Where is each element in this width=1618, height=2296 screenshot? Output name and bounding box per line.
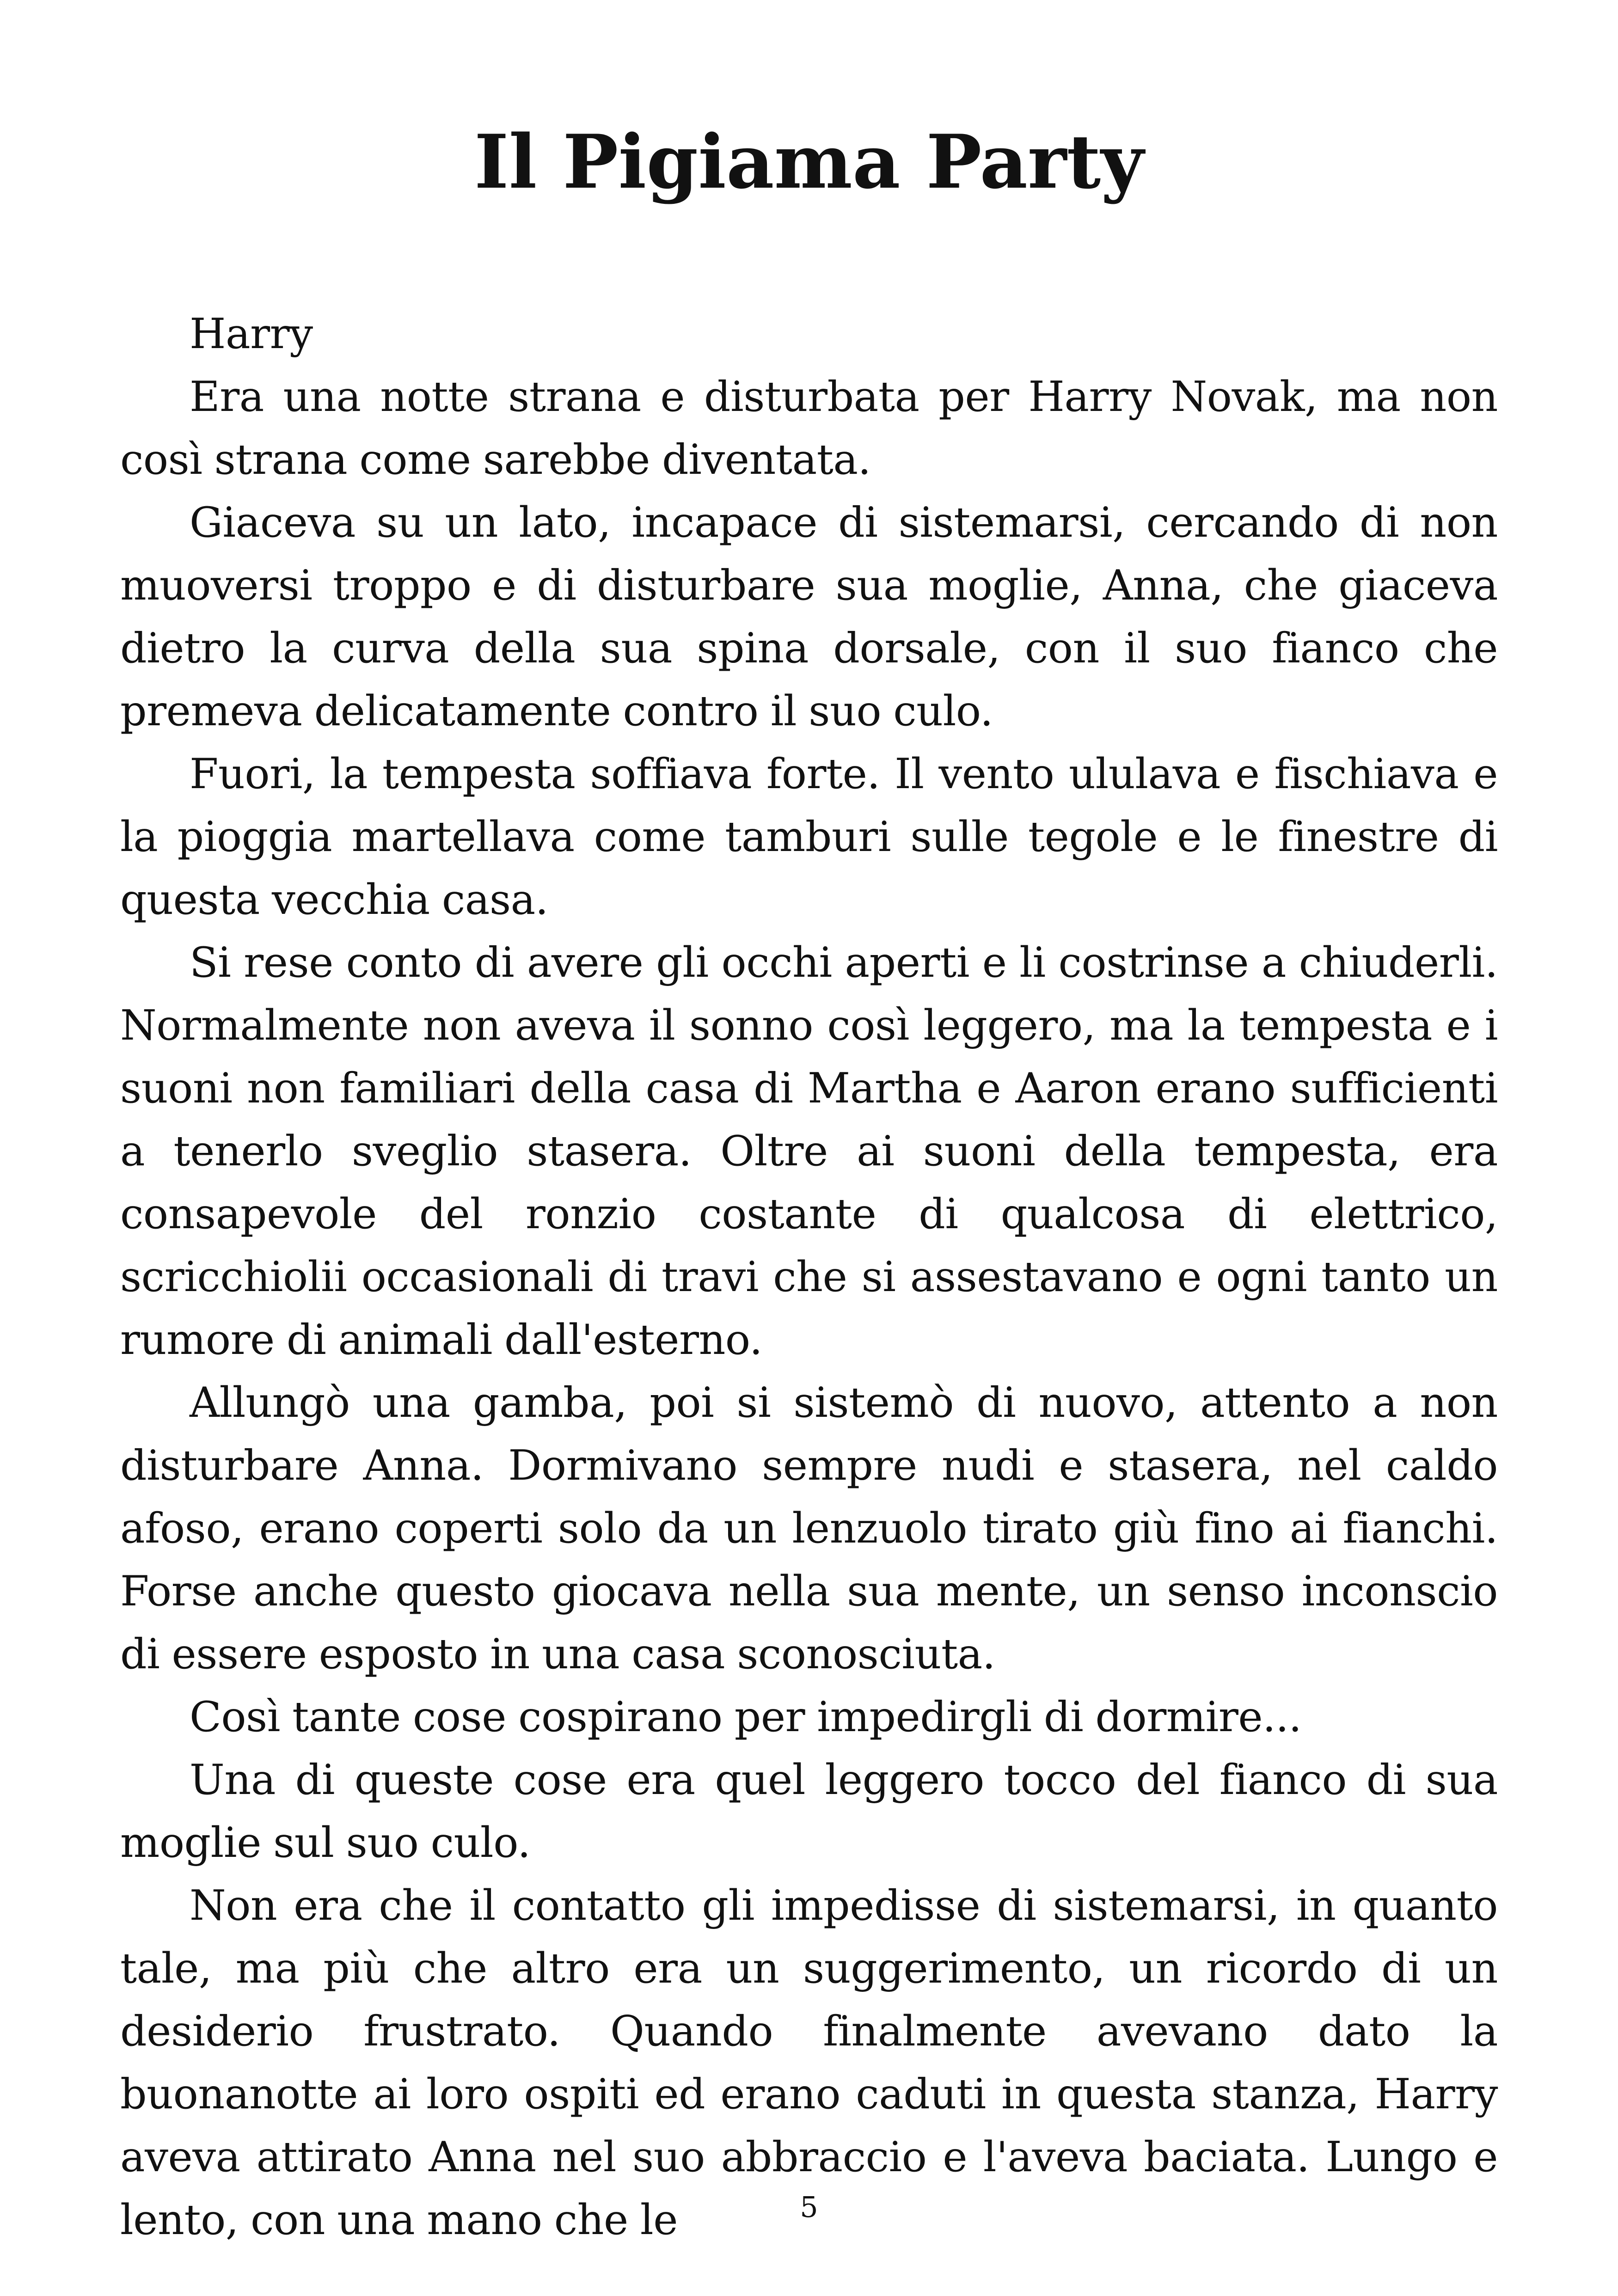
chapter-body (120, 303, 1498, 2252)
paragraph: Harry (190, 310, 313, 358)
paragraph: Fuori, la tempesta soffiava forte. Il vento ululava e fischiava e la pioggia martellava come tamburi sulle tegole e le finestre di questa vecchia casa. (120, 750, 1498, 924)
paragraph: Allungò una gamba, poi si sistemò di nuovo, attento a non disturbare Anna. Dormivano sempre nudi e stasera, nel caldo afoso, erano coperti solo da un lenzuolo tirato giù fino ai fianchi. Forse anche questo giocava nella sua mente, un senso inconscio di essere esposto in una casa sconosciuta. (120, 1378, 1498, 1678)
paragraph: Era una notte strana e disturbata per Harry Novak, ma non così strana come sarebbe diventata. (120, 373, 1498, 484)
paragraph: Non era che il contatto gli impedisse di sistemarsi, in quanto tale, ma più che altro era un suggerimento, un ricordo di un desiderio frustrato. Quando finalmente avevano dato la buonanotte ai loro ospiti ed erano caduti in questa stanza, Harry aveva attirato Anna nel suo abbraccio e l'aveva baciata. Lungo e lento, con una mano che le (120, 1881, 1498, 2244)
paragraph: Si rese conto di avere gli occhi aperti e li costrinse a chiuderli. Normalmente non aveva il sonno così leggero, ma la tempesta e i suoni non familiari della casa di Martha e Aaron erano sufficienti a tenerlo sveglio stasera. Oltre ai suoni della tempesta, era consapevole del ronzio costante di qualcosa di elettrico, scricchiolii occasionali di travi che si assestavano e ogni tanto un rumore di animali dall'esterno. (120, 938, 1498, 1364)
paragraph: Una di queste cose era quel leggero tocco del fianco di sua moglie sul suo culo. (120, 1756, 1498, 1867)
chapter-title: Il Pigiama Party (474, 118, 1144, 205)
paragraph: Così tante cose cospirano per impedirgli di dormire... (190, 1693, 1302, 1741)
page-number: 5 (800, 2190, 818, 2224)
paragraph: Giaceva su un lato, incapace di sistemarsi, cercando di non muoversi troppo e di disturbare sua moglie, Anna, che giaceva dietro la curva della sua spina dorsale, con il suo fianco che premeva delicatamente contro il suo culo. (120, 498, 1498, 735)
